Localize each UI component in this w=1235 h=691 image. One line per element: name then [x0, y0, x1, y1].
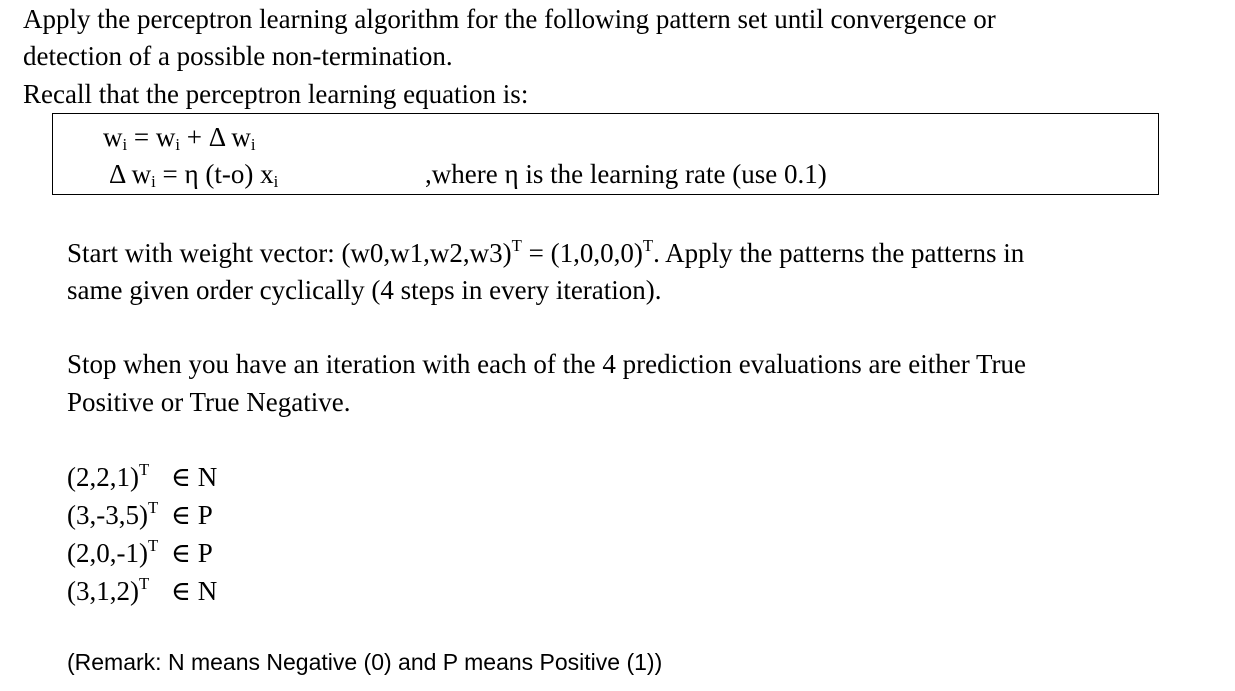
- eq1-lhs-subscript: i: [122, 135, 128, 155]
- pattern-item: [67, 574, 218, 606]
- eq2-lhs-subscript: i: [151, 172, 156, 192]
- stop-line-2: Positive or True Negative.: [67, 387, 351, 417]
- pattern-item: [67, 498, 213, 530]
- transpose-superscript: T: [138, 460, 150, 480]
- transpose-superscript: T: [138, 574, 150, 594]
- eq1-rhs-a: = w: [127, 122, 176, 152]
- intro-line-1: Apply the perceptron learning algorithm for the following pattern set until convergence or: [23, 4, 996, 34]
- weight-update-equation: [103, 122, 256, 155]
- pattern-class: ∈ N: [171, 462, 218, 492]
- transpose-superscript: T: [147, 498, 159, 518]
- pattern-vector: (3,-3,5): [67, 500, 148, 530]
- delta-weight-equation: [109, 159, 279, 192]
- eq2-lhs: Δ w: [109, 159, 152, 189]
- equation-box: [52, 113, 1159, 195]
- pattern-item: [67, 536, 213, 568]
- transpose-superscript: T: [642, 236, 654, 256]
- start-text-c: . Apply the patterns the patterns in: [653, 238, 1025, 268]
- eq1-rhs-b-subscript: i: [250, 135, 256, 155]
- start-line-1: [67, 236, 1025, 268]
- transpose-superscript: T: [147, 536, 159, 556]
- pattern-class: ∈ P: [171, 538, 213, 568]
- eq1-rhs-a-subscript: i: [175, 135, 181, 155]
- eq1-rhs-b: + Δ w: [180, 122, 251, 152]
- eq1-lhs: w: [103, 122, 123, 152]
- pattern-class: ∈ P: [171, 500, 213, 530]
- intro-line-3: Recall that the perceptron learning equation is:: [23, 79, 529, 109]
- learning-rate-note: ,where η is the learning rate (use 0.1): [425, 159, 827, 189]
- remark-note: (Remark: N means Negative (0) and P means Positive (1)): [67, 649, 663, 675]
- start-text-a: Start with weight vector: (w0,w1,w2,w3): [67, 238, 512, 268]
- transpose-superscript: T: [511, 236, 522, 256]
- pattern-class: ∈ N: [171, 576, 218, 606]
- pattern-item: [67, 460, 218, 492]
- eq2-rhs-subscript: i: [273, 172, 279, 192]
- stop-line-1: Stop when you have an iteration with each of the 4 prediction evaluations are either True: [67, 349, 1026, 379]
- eq2-rhs: = η (t-o) x: [155, 159, 274, 189]
- start-text-b: = (1,0,0,0): [521, 238, 643, 268]
- start-line-2: same given order cyclically (4 steps in every iteration).: [67, 275, 662, 305]
- intro-line-2: detection of a possible non-termination.: [23, 41, 453, 71]
- pattern-vector: (2,2,1): [67, 462, 139, 492]
- pattern-vector: (3,1,2): [67, 576, 139, 606]
- pattern-vector: (2,0,-1): [67, 538, 148, 568]
